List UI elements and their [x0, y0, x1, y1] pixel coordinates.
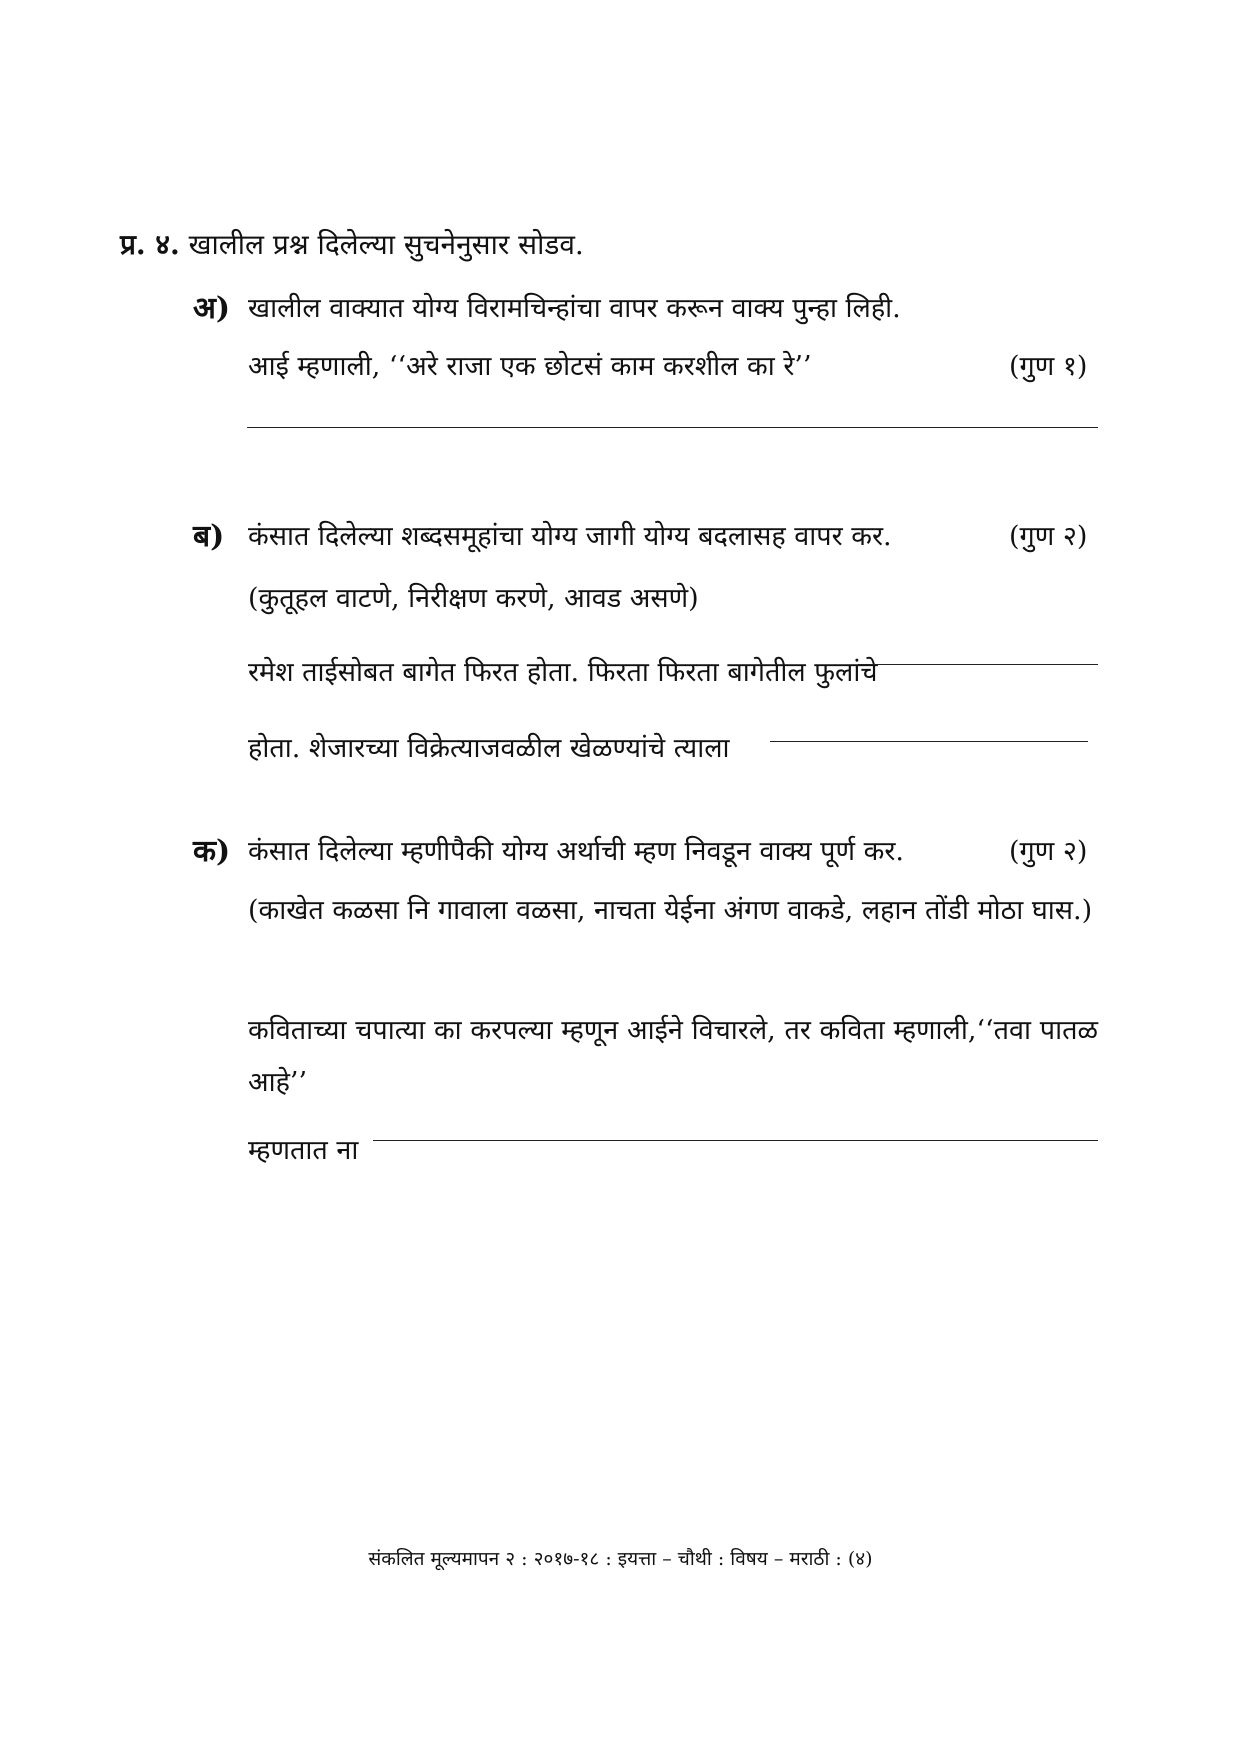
- part-b-line-2: होता. शेजारच्या विक्रेत्याजवळील खेळण्यांचे त्याला: [248, 733, 730, 764]
- part-b-options: (कुतूहल वाटणे, निरीक्षण करणे, आवड असणे): [248, 583, 699, 614]
- part-b-marks: (गुण २): [1009, 521, 1088, 552]
- part-b-blank-2[interactable]: [770, 741, 1088, 742]
- part-a-marks: (गुण १): [1009, 351, 1088, 382]
- part-b-blank-1[interactable]: [858, 664, 1098, 665]
- part-c-answer-line[interactable]: [373, 1140, 1098, 1141]
- part-c-options: (काखेत कळसा नि गावाला वळसा, नाचता येईना अंगण वाकडे, लहान तोंडी मोठा घास.): [248, 895, 1093, 926]
- part-a-sentence: आई म्हणाली, ‘‘अरे राजा एक छोटसं काम करशील का रे’’: [248, 351, 812, 382]
- part-b-line-1: रमेश ताईसोबत बागेत फिरत होता. फिरता फिरता बागेतील फुलांचे: [248, 657, 878, 688]
- question-instruction: खालील प्रश्न दिलेल्या सुचनेनुसार सोडव.: [188, 228, 584, 261]
- question-heading: [120, 225, 584, 263]
- question-number: प्र. ४.: [120, 228, 180, 261]
- part-c-label: क): [193, 834, 231, 869]
- page-footer: संकलित मूल्यमापन २ : २०१७-१८ : इयत्ता – चौथी : विषय – मराठी : (४): [368, 1548, 873, 1570]
- part-c-sentence: कविताच्या चपात्या का करपल्या म्हणून आईने विचारले, तर कविता म्हणाली,‘‘तवा पातळ आहे’’: [248, 1015, 1098, 1098]
- part-c-instruction: कंसात दिलेल्या म्हणीपैकी योग्य अर्थाची म्हण निवडून वाक्य पूर्ण कर.: [248, 836, 904, 867]
- part-b-instruction: कंसात दिलेल्या शब्दसमूहांचा योग्य जागी योग्य बदलासह वापर कर.: [248, 521, 892, 552]
- part-c-tail: म्हणतात ना: [248, 1135, 359, 1166]
- part-a-instruction: खालील वाक्यात योग्य विरामचिन्हांचा वापर करून वाक्य पुन्हा लिही.: [248, 293, 901, 324]
- part-b-label: ब): [193, 519, 225, 554]
- part-c-marks: (गुण २): [1009, 836, 1088, 867]
- part-a-answer-line[interactable]: [247, 427, 1098, 428]
- part-a-label: अ): [193, 291, 231, 326]
